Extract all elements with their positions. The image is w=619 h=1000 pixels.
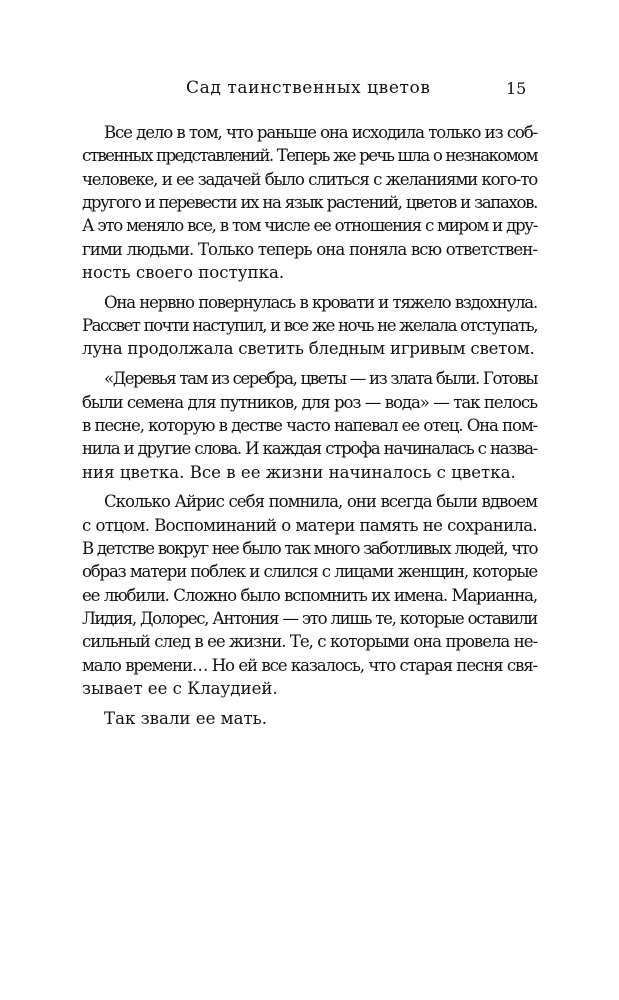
- running-title: Сад таинственных цветов: [186, 78, 431, 98]
- text-line: были семена для путников, для роз — вода» — так пелось: [82, 392, 537, 412]
- text-line: нила и другие слова. И каждая строфа начиналась с назва-: [82, 439, 537, 459]
- paragraph: [82, 490, 537, 700]
- text-line: зывает ее с Клаудией.: [82, 679, 278, 699]
- text-line: В детстве вокруг нее было так много заботливых людей, что: [82, 539, 537, 559]
- text-line: человеке, и ее задачей было слиться с желаниями кого-то: [82, 169, 537, 189]
- text-line: Так звали ее мать.: [104, 708, 267, 728]
- text-line: «Деревья там из серебра, цветы — из злата были. Готовы: [104, 369, 537, 389]
- paragraph: [82, 121, 537, 284]
- paragraph: [82, 707, 537, 730]
- text-line: мало времени… Но ей все казалось, что старая песня свя-: [82, 655, 537, 675]
- running-header: [0, 78, 619, 102]
- text-line: Рассвет почти наступил, и все же ночь не желала отступать,: [82, 316, 537, 336]
- page-number: 15: [506, 79, 527, 98]
- paragraph: [82, 367, 537, 484]
- text-line: ственных представлений. Теперь же речь шла о незнакомом: [82, 146, 537, 166]
- text-line: с отцом. Воспоминаний о матери память не сохранила.: [82, 515, 537, 535]
- paragraph: [82, 291, 537, 361]
- text-line: А это меняло все, в том числе ее отношения с миром и дру-: [82, 216, 537, 236]
- text-line: образ матери поблек и слился с лицами женщин, которые: [82, 562, 537, 582]
- text-line: Она нервно повернулась в кровати и тяжело вздохнула.: [104, 292, 537, 312]
- text-line: гими людьми. Только теперь она поняла всю ответствен-: [82, 239, 537, 259]
- text-line: другого и перевести их на язык растений, цветов и запахов.: [82, 193, 537, 213]
- text-line: Все дело в том, что раньше она исходила только из соб-: [104, 123, 537, 142]
- text-line: в песне, которую в дестве часто напевал ее отец. Она пом-: [82, 415, 537, 435]
- text-line: ность своего поступка.: [82, 263, 285, 283]
- text-line: Сколько Айрис себя помнила, они всегда были вдвоем: [104, 492, 537, 512]
- text-line: сильный след в ее жизни. Те, с которыми она провела не-: [82, 632, 537, 652]
- text-line: Лидия, Долорес, Антония — это лишь те, которые оставили: [82, 609, 537, 629]
- text-line: ее любили. Сложно было вспомнить их имена. Марианна,: [82, 585, 537, 605]
- text-line: ния цветка. Все в ее жизни начиналось с цветка.: [82, 462, 516, 482]
- body-text: [82, 121, 537, 730]
- text-line: луна продолжала светить бледным игривым светом.: [82, 339, 535, 359]
